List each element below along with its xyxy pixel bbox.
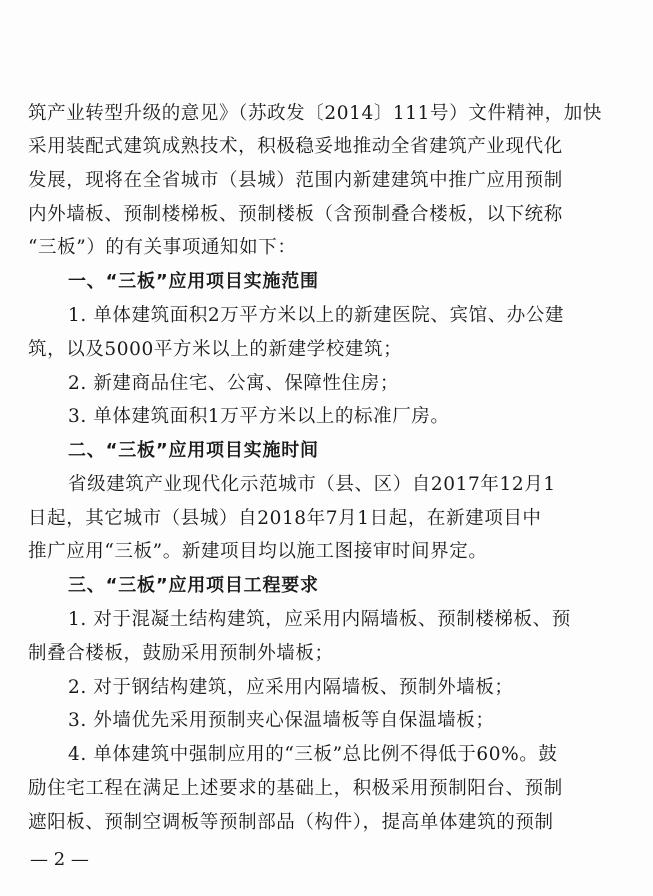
- body-line-7: 1. 单体建筑面积2万平方米以上的新建医院、宾馆、办公建: [68, 305, 565, 326]
- section-heading-3: 三、“三板”应用项目工程要求: [68, 575, 319, 596]
- body-line-5: “三板”）的有关事项通知如下：: [28, 237, 297, 258]
- section-heading-1: 一、“三板”应用项目实施范围: [68, 271, 319, 292]
- body-line-16: 1. 对于混凝土结构建筑，应采用内隔墙板、预制楼梯板、预: [68, 609, 571, 630]
- body-line-21: 励住宅工程在满足上述要求的基础上，积极采用预制阳台、预制: [28, 778, 563, 799]
- body-line-19: 3. 外墙优先采用预制夹心保温墙板等自保温墙板；: [68, 710, 495, 731]
- body-line-3: 发展，现将在全省城市（县城）范围内新建建筑中推广应用预制: [28, 170, 563, 191]
- body-line-18: 2. 对于钢结构建筑，应采用内隔墙板、预制外墙板；: [68, 677, 514, 698]
- body-line-22: 遮阳板、预制空调板等预制部品（构件），提高单体建筑的预制: [28, 812, 554, 833]
- body-line-4: 内外墙板、预制楼梯板、预制楼板（含预制叠合楼板，以下统称: [28, 204, 563, 225]
- body-line-20: 4. 单体建筑中强制应用的“三板”总比例不得低于60%。鼓: [68, 744, 558, 765]
- body-line-12: 省级建筑产业现代化示范城市（县、区）自2017年12月1: [68, 474, 556, 495]
- body-line-9: 2. 新建商品住宅、公寓、保障性住房；: [68, 373, 399, 394]
- body-line-14: 推广应用“三板”。新建项目均以施工图接审时间界定。: [28, 541, 488, 562]
- body-line-1: 筑产业转型升级的意见》（苏政发〔2014〕111号）文件精神，加快: [28, 103, 602, 124]
- page-number: — 2 —: [30, 849, 89, 870]
- body-line-10: 3. 单体建筑面积1万平方米以上的标准厂房。: [68, 406, 450, 427]
- body-line-2: 采用装配式建筑成熟技术，积极稳妥地推动全省建筑产业现代化: [28, 136, 563, 157]
- body-line-13: 日起，其它城市（县城）自2018年7月1日起，在新建项目中: [28, 508, 542, 529]
- body-line-8: 筑，以及5000平方米以上的新建学校建筑；: [28, 339, 403, 360]
- section-heading-2: 二、“三板”应用项目实施时间: [68, 440, 319, 461]
- body-line-17: 制叠合楼板，鼓励采用预制外墙板；: [28, 643, 334, 664]
